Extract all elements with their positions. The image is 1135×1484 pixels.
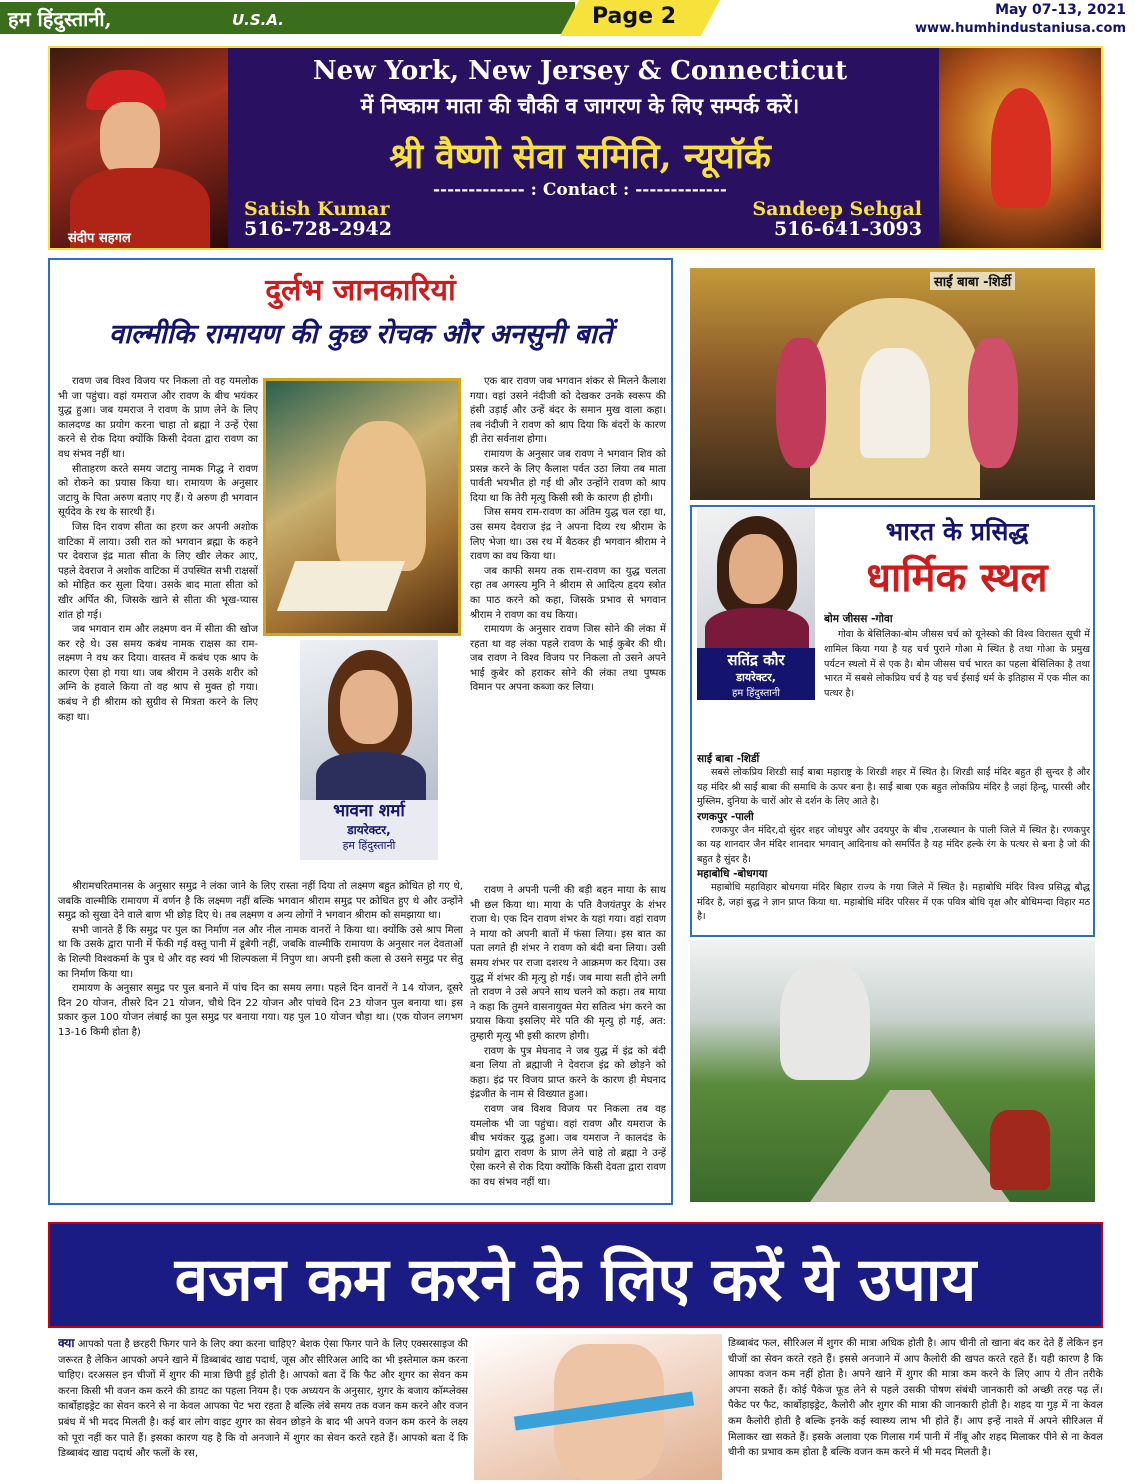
ramayan-para: रामायण के अनुसार समुद्र पर पुल बनाने में पांच दिन का समय लगा। पहले दिन वानरों ने 14 योजन, दूसरे दिन 20 योजन, तीसरे दिन 21 योजन, चौथे दिन 22 योजन और पांचवे दिन 23 योजन पुल बनाया था। इस प्रकार कुल 100 योजन लंबाई का पुल समुद्र पर बनाया गया। यह पुल 10 योजन चौड़ा था। (एक योजन लगभग 13-16 किमी होता है) <box>58 983 463 1038</box>
waist-photo <box>474 1334 722 1480</box>
ramayan-para: सीताहरण करते समय जटायु नामक गिद्ध ने रावण को रोकने का प्रयास किया था। रामायण के अनुसार जटायु के पिता अरुण बताए गए हैं। ये अरुण ही भगवान सूर्यदेव के रथ के सारथी हैं। <box>58 463 258 519</box>
bhavna-face <box>340 670 398 744</box>
walkway <box>810 1090 1010 1202</box>
weight-col1 <box>58 1336 468 1478</box>
place-title: बोम जीसस -गोवा <box>824 613 893 625</box>
contact1-phone: 516-728-2942 <box>244 218 392 240</box>
places-rest <box>697 752 1090 934</box>
weight-text <box>58 1336 468 1462</box>
banner-org: श्री वैष्णो सेवा समिति, न्यूयॉर्क <box>389 136 771 177</box>
satindra-title: डायरेक्टर, <box>736 671 776 684</box>
monks <box>990 1110 1050 1190</box>
banner-subline: में निष्काम माता की चौकी व जागरण के लिए सम्पर्क करें। <box>360 94 800 118</box>
weight-col3 <box>728 1336 1103 1478</box>
paper-name: हम हिंदुस्तानी, <box>8 7 112 31</box>
singer-photo <box>50 48 228 248</box>
satindra-name: सतिंद्र कौर <box>727 651 785 669</box>
bhavna-name: भावना शर्मा <box>333 801 405 821</box>
goddess-figure <box>991 88 1051 208</box>
contact2-name: Sandeep Sehgal <box>752 198 922 220</box>
banner-ad <box>48 46 1103 250</box>
place-text: गोवा के बेसिलिका-बोम जीसस चर्च को यूनेस्को की विश्व विरासत सूची में शामिल किया गया है यह चर्च पुराने गोआ मे स्थित है तथा गोआ के प्रमुख पर्यटन स्थलो में से एक है। बोम जीसस चर्च भारत का पहला बेसिलिका है तथा भारत में सबसे लोकप्रिय चर्च है यह चर्च ईसाई धर्म के इतिहास में एक मील का पत्थर है। <box>824 629 1090 700</box>
satindra-face <box>729 534 783 604</box>
place-title: महाबोधि -बोधगया <box>697 868 768 880</box>
ramayan-para: रामायण के अनुसार जब रावण ने भगवान शिव को प्रसन्न करने के लिए कैलाश पर्वत उठा लिया तब माता पार्वती भयभीत हो गई थी और उन्होंने रावण को श्राप दिया था कि तेरी मृत्यु किसी स्त्री के कारण ही होगी। <box>470 448 666 504</box>
satindra-photo <box>697 508 815 648</box>
satindra-org: हम हिंदुस्तानी <box>732 688 780 699</box>
banner-contact-label: ------------- : Contact : ------------- <box>433 180 727 200</box>
ramayan-para: रावण जब विश्व विजय पर निकला तो वह यमलोक भी जा पहुंचा। वहां यमराज और रावण के बीच भयंकर युद्ध हुआ। जब यमराज ने रावण के प्राण लेने के लिए कालदण्ड का प्रयोग करना चाहा तो ब्रह्मा ने उन्हें ऐसा करने से रोक दिया क्योंकि किसी देवता द्वारा रावण का वध संभव नहीं था। <box>58 376 258 460</box>
sai-idol <box>860 348 930 458</box>
website-link[interactable]: www.humhindustaniusa.com <box>914 21 1126 36</box>
place-text: महाबोधि महाविहार बोधगया मंदिर बिहार राज्य के गया जिले में स्थित है। महाबोधि मंदिर विश्व प्रसिद्ध बौद्ध मंदिर है, जहां बुद्ध ने ज्ञान प्राप्त किया था. महाबोधि मंदिर परिसर में एक पवित्र बोधि वृक्ष और बोधिमन्दा विहार मठ है। <box>697 882 1090 922</box>
place-title: रणकपुर -पाली <box>697 810 754 823</box>
ramayan-para: जिस समय राम-रावण का अंतिम युद्ध चल रहा था, उस समय देवराज इंद्र ने अपना दिव्य रथ श्रीराम के लिए भेजा था। उस रथ में बैठकर ही भगवान श्रीराम ने रावण का वध किया था। <box>470 507 666 563</box>
ramayan-para: रावण ने अपनी पत्नी की बड़ी बहन माया के साथ भी छल किया था। माया के पति वैजयंतपुर के शंभर राजा थे। एक दिन रावण शंभर के यहां गया। वहां रावण ने माया को अपनी बातों में फंसा लिया। इस बात का पता लगते ही शंभर ने रावण को बंदी बना लिया। उसी समय शंभर पर राजा दशरथ ने आक्रमण कर दिया। उस युद्ध में शंभर की मृत्यु हो गई। जब माया सती होने लगी तो रावण ने उसे अपने साथ चलने को कहा। तब माया ने कहा कि तुमने वासनायुक्त मेरा सतित्व भंग करने का प्रयास किया इसलिए मेरे पति की मृत्यु हो गई, अत: तुम्हारी मृत्यु भी इसी कारण होगी। <box>470 885 666 1042</box>
ramayan-para: जब काफी समय तक राम-रावण का युद्ध चलता रहा तब अगस्त्य मुनि ने श्रीराम से आदित्य हृदय स्त्रोत का पाठ करने को कहा, जिसके प्रभाव से भगवान श्रीराम ने रावण का वध किया। <box>470 565 666 621</box>
valmiki-image <box>263 378 461 636</box>
weight-text: डिब्बाबंद फल, सीरिअल में शुगर की मात्रा अधिक होती है। आप चीनी तो खाना बंद कर देते हैं लेकिन इन चीजों का सेवन करते रहते हैं। इससे अनजाने में आप कैलोरी की खपत करते रहते हैं। यही कारण है कि आपका वजन कम नहीं होता है। अपने खाने में शुगर की मात्रा कम करने के लिए आप ये तीन तरीके अपना सकते हैं। कोई पैकेज फूड लेने से पहले उसकी पोषण संबंधी जानकारी को अच्छी तरह पढ़ लें। पैकेट पर फैट, कार्बोहाइड्रेट, कैलोरी और शुगर की मात्रा की जानकारी होती है। शहद या गुड़ में ना केवल कम कैलोरी होती है बल्कि इनके कई स्वास्थ्य लाभ भी होते हैं। आप इन्हें नाश्ते में अपने सीरिअल में मिलाकर खा सकते हैं। इसके अलावा एक गिलास गर्म पानी में नींबू और शहद मिलाकर पीने से ना केवल चीनी का प्रभाव कम होता है बल्कि वजन कम करने में भी मदद मिलती है। <box>728 1338 1103 1459</box>
bhavna-org: हम हिंदुस्तानी <box>342 839 396 852</box>
page-label: Page 2 <box>592 4 677 29</box>
ramayan-para: एक बार रावण जब भगवान शंकर से मिलने कैलाश गया। वहां उसने नंदीजी को देखकर उनके स्वरूप की हंसी उड़ाई और उन्हें बंदर के समान मुख वाला कहा। तब नंदीजी ने रावण को श्राप दिया कि बंदरों के कारण ही तेरा सर्वनाश होगा। <box>470 376 666 446</box>
sai-baba-photo <box>690 268 1095 500</box>
paper-country: U.S.A. <box>232 11 284 29</box>
bhavna-body <box>316 752 426 800</box>
ramayan-para: रामायण के अनुसार रावण जिस सोने की लंका में रहता था वह लंका पहले रावण के भाई कुबेर की थी। जब रावण ने विश्व विजय पर निकला तो उसने अपने भाई कुबेर को हराकर सोने की लंका तथा पुष्पक विमान पर अपना कब्जा कर लिया। <box>470 624 666 694</box>
ramayan-para: जब भगवान राम और लक्ष्मण वन में सीता की खोज कर रहे थे। उस समय कबंध नामक राक्षस का राम-लक्ष्मण ने वध कर दिया। वास्तव में कबंध एक श्राप के कारण ऐसा हो गया था। जब श्रीराम ने उसके शरीर को अग्नि के हवाले किया तो वह श्राप से मुक्त हो गया। कबंध ने ही श्रीराम को सुग्रीव से मित्रता करने के लिए कहा था। <box>58 624 258 723</box>
banner-region: New York, New Jersey & Connecticut <box>312 56 848 86</box>
place-text: रणकपुर जैन मंदिर,दो सुंदर शहर जोधपुर और उदयपुर के बीच ,राजस्थान के पाली जिले में स्थित है। रणकपुर का यह शानदार जैन मंदिर शानदार भगवान् आदिनाथ को समर्पित है यह मंदिर हल्के रंग के पत्थर से बना है जो की बहुत है सुंदर है। <box>697 824 1090 865</box>
issue-date: May 07-13, 2021 <box>995 2 1126 18</box>
ramayan-para: सभी जानते हैं कि समुद्र पर पुल का निर्माण नल और नील नामक वानरों ने किया था। क्योंकि उसे श्राप मिला था कि उसके द्वारा पानी में फेंकी गई वस्तु पानी में डूबेगी नहीं, जबकि वाल्मीकि रामायण के अनुसार नल देवताओं के शिल्पी विश्वकर्मा के पुत्र थे और वह स्वयं भी शिल्पकला में निपुण था। अपनी इसी कला से उसने समुद्र पर सेतु का निर्माण किया था। <box>58 924 463 980</box>
contact2-phone: 516-641-3093 <box>774 218 922 240</box>
weight-body: आपको पता है छरहरी फिगर पाने के लिए क्या करना चाहिए? बेशक ऐसा फिगर पाने के लिए एक्सरसाइज की जरूरत है लेकिन आपको अपने खाने में डिब्बाबंद खाद्य पदार्थ, जूस और सीरिअल आदि का भी इस्तेमाल कम करना चाहिए। दरअसल इन चीजों में शुगर की मात्रा छिपी हुई होती है। आपको बता दें कि फैट और शुगर का सेवन कम करना किसी भी वजन कम करने की डायट का पहला नियम है। एक अध्ययन के अनुसार, शुगर के बजाय कॉम्प्लेक्स कार्बोहाइड्रेट का सेवन करने से ना केवल आपका पेट भरा रहता है बल्कि लंबे समय तक वजन कम करने और वजन प्रबंध में भी मदद मिलती है। कई बार लोग वाइट शुगर का सेवन छोड़ने के बाद भी अपने वजन कम करने के लक्ष्य को पूरा नहीं कर पाते हैं। इसका कारण यह है कि वो अनजाने में शुगर का सेवन करते रहते हैं। आपको बता दें कि डिब्बाबंद खाद्य पदार्थ और फलों के रस, <box>58 1339 468 1460</box>
contact1-name: Satish Kumar <box>244 198 390 220</box>
bhavna-title: डायरेक्टर, <box>347 823 391 837</box>
ramayan-col1 <box>58 375 258 875</box>
ramayan-col3 <box>470 375 666 880</box>
places-p1-wrap <box>697 628 1090 750</box>
flowers-left <box>776 338 826 468</box>
buddha-photo <box>690 940 1095 1202</box>
singer-caption: संदीप सहगल <box>68 231 131 246</box>
singer-face <box>100 102 160 176</box>
places-head1: भारत के प्रसिद्ध <box>885 517 1029 546</box>
ramayan-para: जिस दिन रावण सीता का हरण कर अपनी अशोक वाटिका में लाया। उसी रात को भगवान ब्रह्मा के कहने पर देवराज इंद्र माता सीता के लिए खीर लेकर आए, पहले देवराज ने अशोक वाटिका में उपस्थित सभी राक्षसों को मोहित कर सुला दिया। उसके बाद माता सीता को खीर अर्पित की, जिसके खाने से सीता की भूख-प्यास शांत हो गई। <box>58 521 258 621</box>
bhavna-photo <box>300 640 438 800</box>
ramayan-para: रावण के पुत्र मेघनाद ने जब युद्ध में इंद्र को बंदी बना लिया तो ब्रह्माजी ने देवराज इंद्र को छोड़ने को कहा। इंद्र पर विजय प्राप्त करने के कारण ही मेघनाद इंद्रजीत के नाम से विख्यात हुआ। <box>470 1045 666 1101</box>
ramayan-para: रावण जब विशव विजय पर निकला तब वह यमलोक भी जा पहुंचा। वहां रावण और यमराज के बीच भयंकर युद्ध हुआ। जब यमराज ने कालदंड के प्रयोग द्वारा रावण के प्राण लेने चाहे तो ब्रह्मा ने उन्हें ऐसा करने से रोक दिया क्योंकि किसी देवता द्वारा रावण का वध संभव नहीं था। <box>470 1103 666 1188</box>
ramayan-para: श्रीरामचरितमानस के अनुसार समुद्र ने लंका जाने के लिए रास्ता नहीं दिया तो लक्ष्मण बहुत क्रोधित हो गए थे, जबकि वाल्मीकि रामायण में वर्णन है कि लक्ष्मण नहीं बल्कि भगवान श्रीराम समुद्र पर क्रोधित हुए थे और उन्होंने समुद्र को सुखा देने वाले बाण भी छोड़ दिए थे। तब लक्ष्मण व अन्य लोगों ने भगवान श्रीराम को समझाया था। <box>58 881 463 922</box>
buddha-statue <box>780 960 870 1080</box>
weight-headline: वजन कम करने के लिए करें ये उपाय <box>174 1245 977 1315</box>
ramayan-wide2 <box>470 884 666 1200</box>
places-head2: धार्मिक स्थल <box>866 555 1048 601</box>
weight-lead: क्या <box>58 1336 75 1350</box>
flowers-right <box>968 338 1018 468</box>
ramayan-kicker: दुर्लभ जानकारियां <box>265 273 456 308</box>
ramayan-wide1 <box>58 880 463 1200</box>
place-title: साईं बाबा -शिर्डी <box>697 753 760 765</box>
places-float-spacer <box>697 628 824 704</box>
valmiki-figure <box>336 421 426 571</box>
goddess-image <box>939 48 1103 248</box>
valmiki-book <box>277 561 405 611</box>
place-text: सबसे लोकप्रिय शिरडी साईं बाबा महाराष्ट्र के शिरडी शहर में स्थित है। शिरडी साईं मंदिर बहुत ही सुन्दर है और यह मंदिर श्री साईं बाबा की समाधि के ऊपर बना है। साईं बाबा एक बहुत लोकप्रिय मंदिर है जहां हिन्दू, पारसी और मुस्लिम, दुनिया के चारों ओर से दर्शन के लिए आते है। <box>697 767 1090 807</box>
ramayan-headline: वाल्मीकि रामायण की कुछ रोचक और अनसुनी बातें <box>108 319 613 350</box>
sai-caption: साईं बाबा -शिर्डी <box>930 272 1015 290</box>
